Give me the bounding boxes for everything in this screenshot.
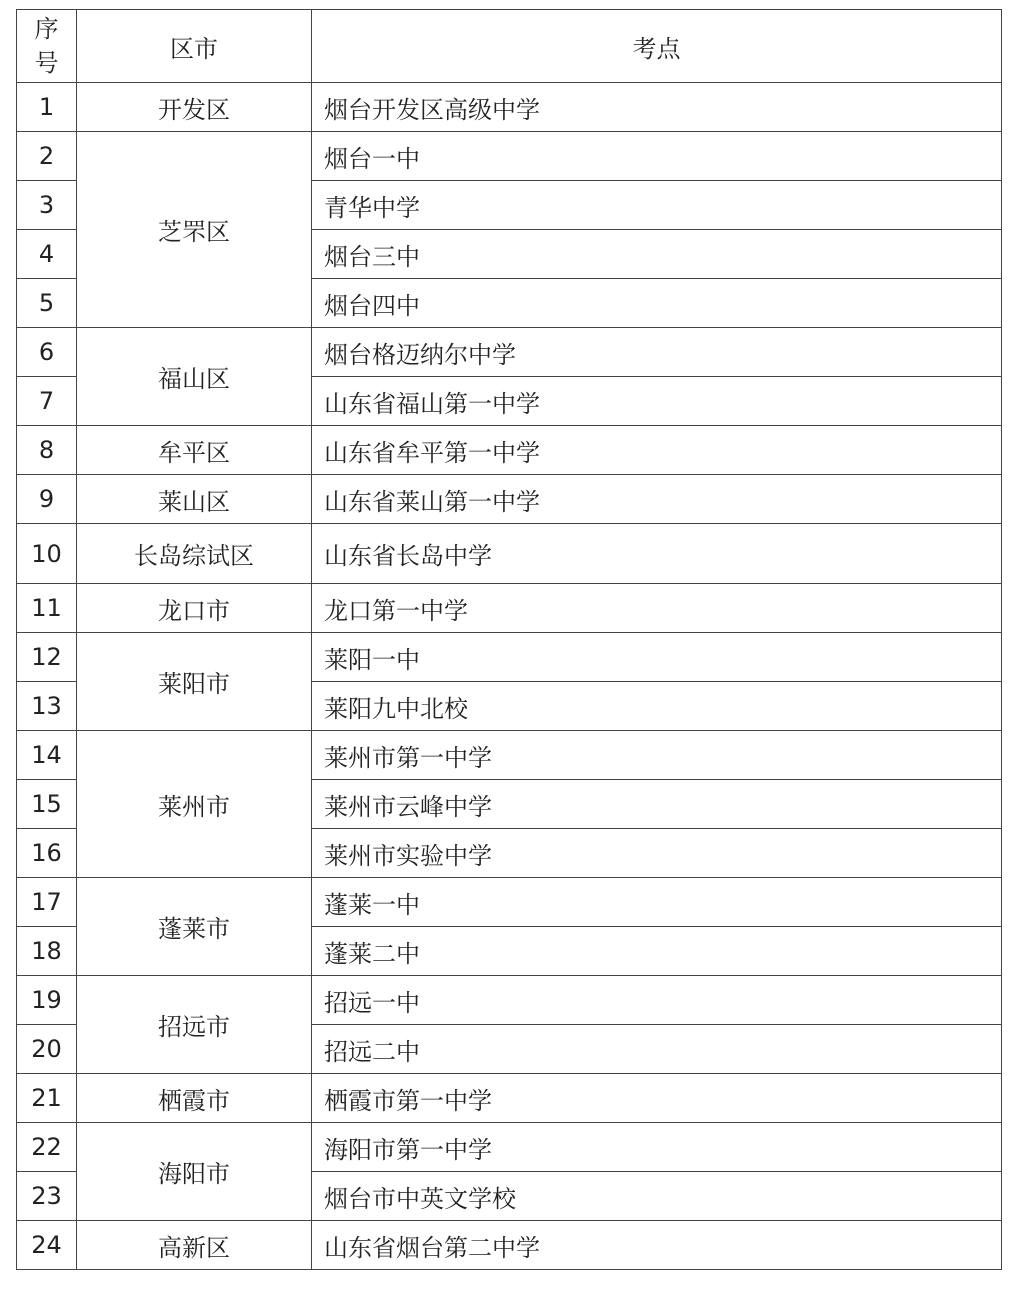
row-number: 18	[17, 927, 77, 976]
exam-site-cell: 山东省福山第一中学	[312, 377, 1002, 426]
exam-site-table	[16, 9, 1002, 1270]
row-number: 21	[17, 1074, 77, 1123]
district-cell: 招远市	[77, 976, 312, 1074]
exam-site-cell: 山东省长岛中学	[312, 524, 1002, 584]
header-district: 区市	[77, 10, 312, 83]
exam-site-cell: 蓬莱二中	[312, 927, 1002, 976]
district-cell: 高新区	[77, 1221, 312, 1270]
row-number: 19	[17, 976, 77, 1025]
district-cell: 莱阳市	[77, 633, 312, 731]
table-row	[17, 1074, 1002, 1123]
exam-site-cell: 招远二中	[312, 1025, 1002, 1074]
district-cell: 芝罘区	[77, 132, 312, 328]
exam-site-cell: 莱州市实验中学	[312, 829, 1002, 878]
exam-site-cell: 招远一中	[312, 976, 1002, 1025]
row-number: 3	[17, 181, 77, 230]
district-cell: 福山区	[77, 328, 312, 426]
exam-site-cell: 山东省莱山第一中学	[312, 475, 1002, 524]
table-header-row	[17, 10, 1002, 83]
row-number: 22	[17, 1123, 77, 1172]
table-body	[17, 83, 1002, 1270]
table-row	[17, 524, 1002, 584]
header-no-label: 序号	[34, 15, 59, 77]
exam-site-cell: 莱州市第一中学	[312, 731, 1002, 780]
row-number: 9	[17, 475, 77, 524]
exam-site-cell: 烟台开发区高级中学	[312, 83, 1002, 132]
table-row	[17, 83, 1002, 132]
table-row	[17, 1123, 1002, 1172]
district-cell: 蓬莱市	[77, 878, 312, 976]
row-number: 13	[17, 682, 77, 731]
exam-site-cell: 龙口第一中学	[312, 584, 1002, 633]
district-cell: 海阳市	[77, 1123, 312, 1221]
row-number: 1	[17, 83, 77, 132]
exam-site-cell: 海阳市第一中学	[312, 1123, 1002, 1172]
row-number: 12	[17, 633, 77, 682]
table-row	[17, 584, 1002, 633]
table-row	[17, 328, 1002, 377]
row-number: 11	[17, 584, 77, 633]
district-cell: 牟平区	[77, 426, 312, 475]
row-number: 7	[17, 377, 77, 426]
row-number: 2	[17, 132, 77, 181]
exam-site-cell: 烟台一中	[312, 132, 1002, 181]
row-number: 17	[17, 878, 77, 927]
exam-site-cell: 青华中学	[312, 181, 1002, 230]
district-cell: 莱山区	[77, 475, 312, 524]
row-number: 8	[17, 426, 77, 475]
exam-site-cell: 烟台格迈纳尔中学	[312, 328, 1002, 377]
district-cell: 开发区	[77, 83, 312, 132]
exam-site-cell: 山东省烟台第二中学	[312, 1221, 1002, 1270]
exam-site-cell: 栖霞市第一中学	[312, 1074, 1002, 1123]
district-cell: 栖霞市	[77, 1074, 312, 1123]
district-cell: 莱州市	[77, 731, 312, 878]
row-number: 4	[17, 230, 77, 279]
row-number: 5	[17, 279, 77, 328]
exam-site-cell: 莱阳一中	[312, 633, 1002, 682]
exam-site-cell: 烟台四中	[312, 279, 1002, 328]
row-number: 10	[17, 524, 77, 584]
table-row	[17, 132, 1002, 181]
header-site: 考点	[312, 10, 1002, 83]
exam-site-cell: 莱州市云峰中学	[312, 780, 1002, 829]
row-number: 20	[17, 1025, 77, 1074]
district-cell: 长岛综试区	[77, 524, 312, 584]
exam-site-cell: 莱阳九中北校	[312, 682, 1002, 731]
exam-site-cell: 烟台三中	[312, 230, 1002, 279]
row-number: 6	[17, 328, 77, 377]
table-row	[17, 1221, 1002, 1270]
exam-site-cell: 蓬莱一中	[312, 878, 1002, 927]
exam-site-cell: 烟台市中英文学校	[312, 1172, 1002, 1221]
header-no	[17, 10, 77, 83]
row-number: 16	[17, 829, 77, 878]
table-row	[17, 731, 1002, 780]
district-cell: 龙口市	[77, 584, 312, 633]
table-row	[17, 475, 1002, 524]
table-row	[17, 633, 1002, 682]
row-number: 23	[17, 1172, 77, 1221]
row-number: 24	[17, 1221, 77, 1270]
exam-site-cell: 山东省牟平第一中学	[312, 426, 1002, 475]
table-row	[17, 426, 1002, 475]
table-row	[17, 878, 1002, 927]
row-number: 15	[17, 780, 77, 829]
table-row	[17, 976, 1002, 1025]
row-number: 14	[17, 731, 77, 780]
